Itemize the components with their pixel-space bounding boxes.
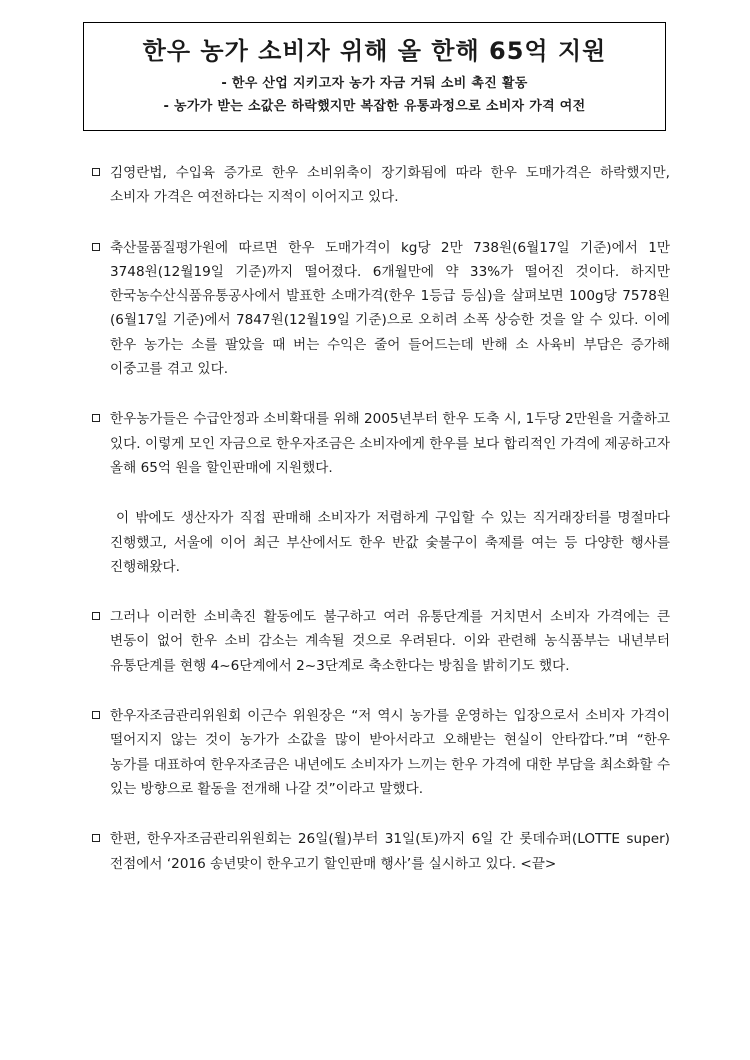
square-bullet-icon bbox=[92, 612, 100, 620]
paragraph bbox=[92, 236, 670, 382]
paragraph-text: 그러나 이러한 소비촉진 활동에도 불구하고 여러 유통단계를 거치면서 소비자 가격에는 큰 변동이 없어 한우 소비 감소는 계속될 것으로 우려된다. 이와 관련해 농식품부는 내년부터 유통단계를 현행 4~6단계에서 2~3단계로 축소한다는 방침을 밝히기도 했다. bbox=[110, 609, 670, 674]
subheadline-2: - 농가가 받는 소값은 하락했지만 복잡한 유통과정으로 소비자 가격 여전 bbox=[163, 99, 586, 114]
paragraph bbox=[92, 506, 670, 579]
square-bullet-icon bbox=[92, 168, 100, 176]
paragraph bbox=[92, 704, 670, 801]
paragraph bbox=[92, 407, 670, 480]
square-bullet-icon bbox=[92, 414, 100, 422]
paragraph-text: 한편, 한우자조금관리위원회는 26일(월)부터 31일(토)까지 6일 간 롯데슈퍼(LOTTE super) 전점에서 ‘2016 송년맞이 한우고기 할인판매 행사’를 실시하고 있다. <끝> bbox=[110, 831, 670, 872]
subheadline-1: - 한우 산업 지키고자 농가 자금 거둬 소비 촉진 활동 bbox=[221, 76, 528, 91]
paragraph-text: 이 밖에도 생산자가 직접 판매해 소비자가 저렴하게 구입할 수 있는 직거래장터를 명절마다 진행했고, 서울에 이어 최근 부산에서도 한우 반값 숯불구이 축제를 여는 등 다양한 행사를 진행해왔다. bbox=[110, 510, 670, 575]
paragraph-text: 한우자조금관리위원회 이근수 위원장은 “저 역시 농가를 운영하는 입장으로서 소비자 가격이 떨어지지 않는 것이 농가가 소값을 많이 받아서라고 오해받는 현실이 안타깝다.”며 “한우 농가를 대표하여 한우자조금은 내년에도 소비자가 느끼는 한우 가격에 대한 부담을 최소화할 수 있는 방향으로 활동을 전개해 나갈 것”이라고 말했다. bbox=[110, 708, 670, 797]
paragraph-text: 김영란법, 수입육 증가로 한우 소비위축이 장기화됨에 따라 한우 도매가격은 하락했지만, 소비자 가격은 여전하다는 지적이 이어지고 있다. bbox=[110, 165, 670, 206]
paragraph bbox=[92, 161, 670, 210]
headline-title: 한우 농가 소비자 위해 올 한해 65억 지원 bbox=[142, 37, 607, 65]
paragraph-text: 축산물품질평가원에 따르면 한우 도매가격이 kg당 2만 738원(6월17일 기준)에서 1만 3748원(12월19일 기준)까지 떨어졌다. 6개월만에 약 33%가 떨어진 것이다. 하지만 한국농수산식품유통공사에서 발표한 소매가격(한우 1등급 등심)을 살펴보면 100g당 7578원(6월17일 기준)에서 7847원(12월19일 기준)으로 오히려 소폭 상승한 것을 알 수 있다. 이에 한우 농가는 소를 팔았을 때 버는 수익은 줄어 들어드는데 반해 소 사육비 부담은 증가해 이중고를 겪고 있다. bbox=[110, 239, 670, 378]
square-bullet-icon bbox=[92, 243, 100, 251]
headline-box bbox=[83, 22, 666, 131]
paragraph bbox=[92, 605, 670, 678]
article-body bbox=[92, 161, 670, 902]
square-bullet-icon bbox=[92, 834, 100, 842]
paragraph-text: 한우농가들은 수급안정과 소비확대를 위해 2005년부터 한우 도축 시, 1두당 2만원을 거출하고 있다. 이렇게 모인 자금으로 한우자조금은 소비자에게 한우를 보다 합리적인 가격에 제공하고자 올해 65억 원을 할인판매에 지원했다. bbox=[110, 411, 670, 476]
square-bullet-icon bbox=[92, 711, 100, 719]
paragraph bbox=[92, 827, 670, 876]
